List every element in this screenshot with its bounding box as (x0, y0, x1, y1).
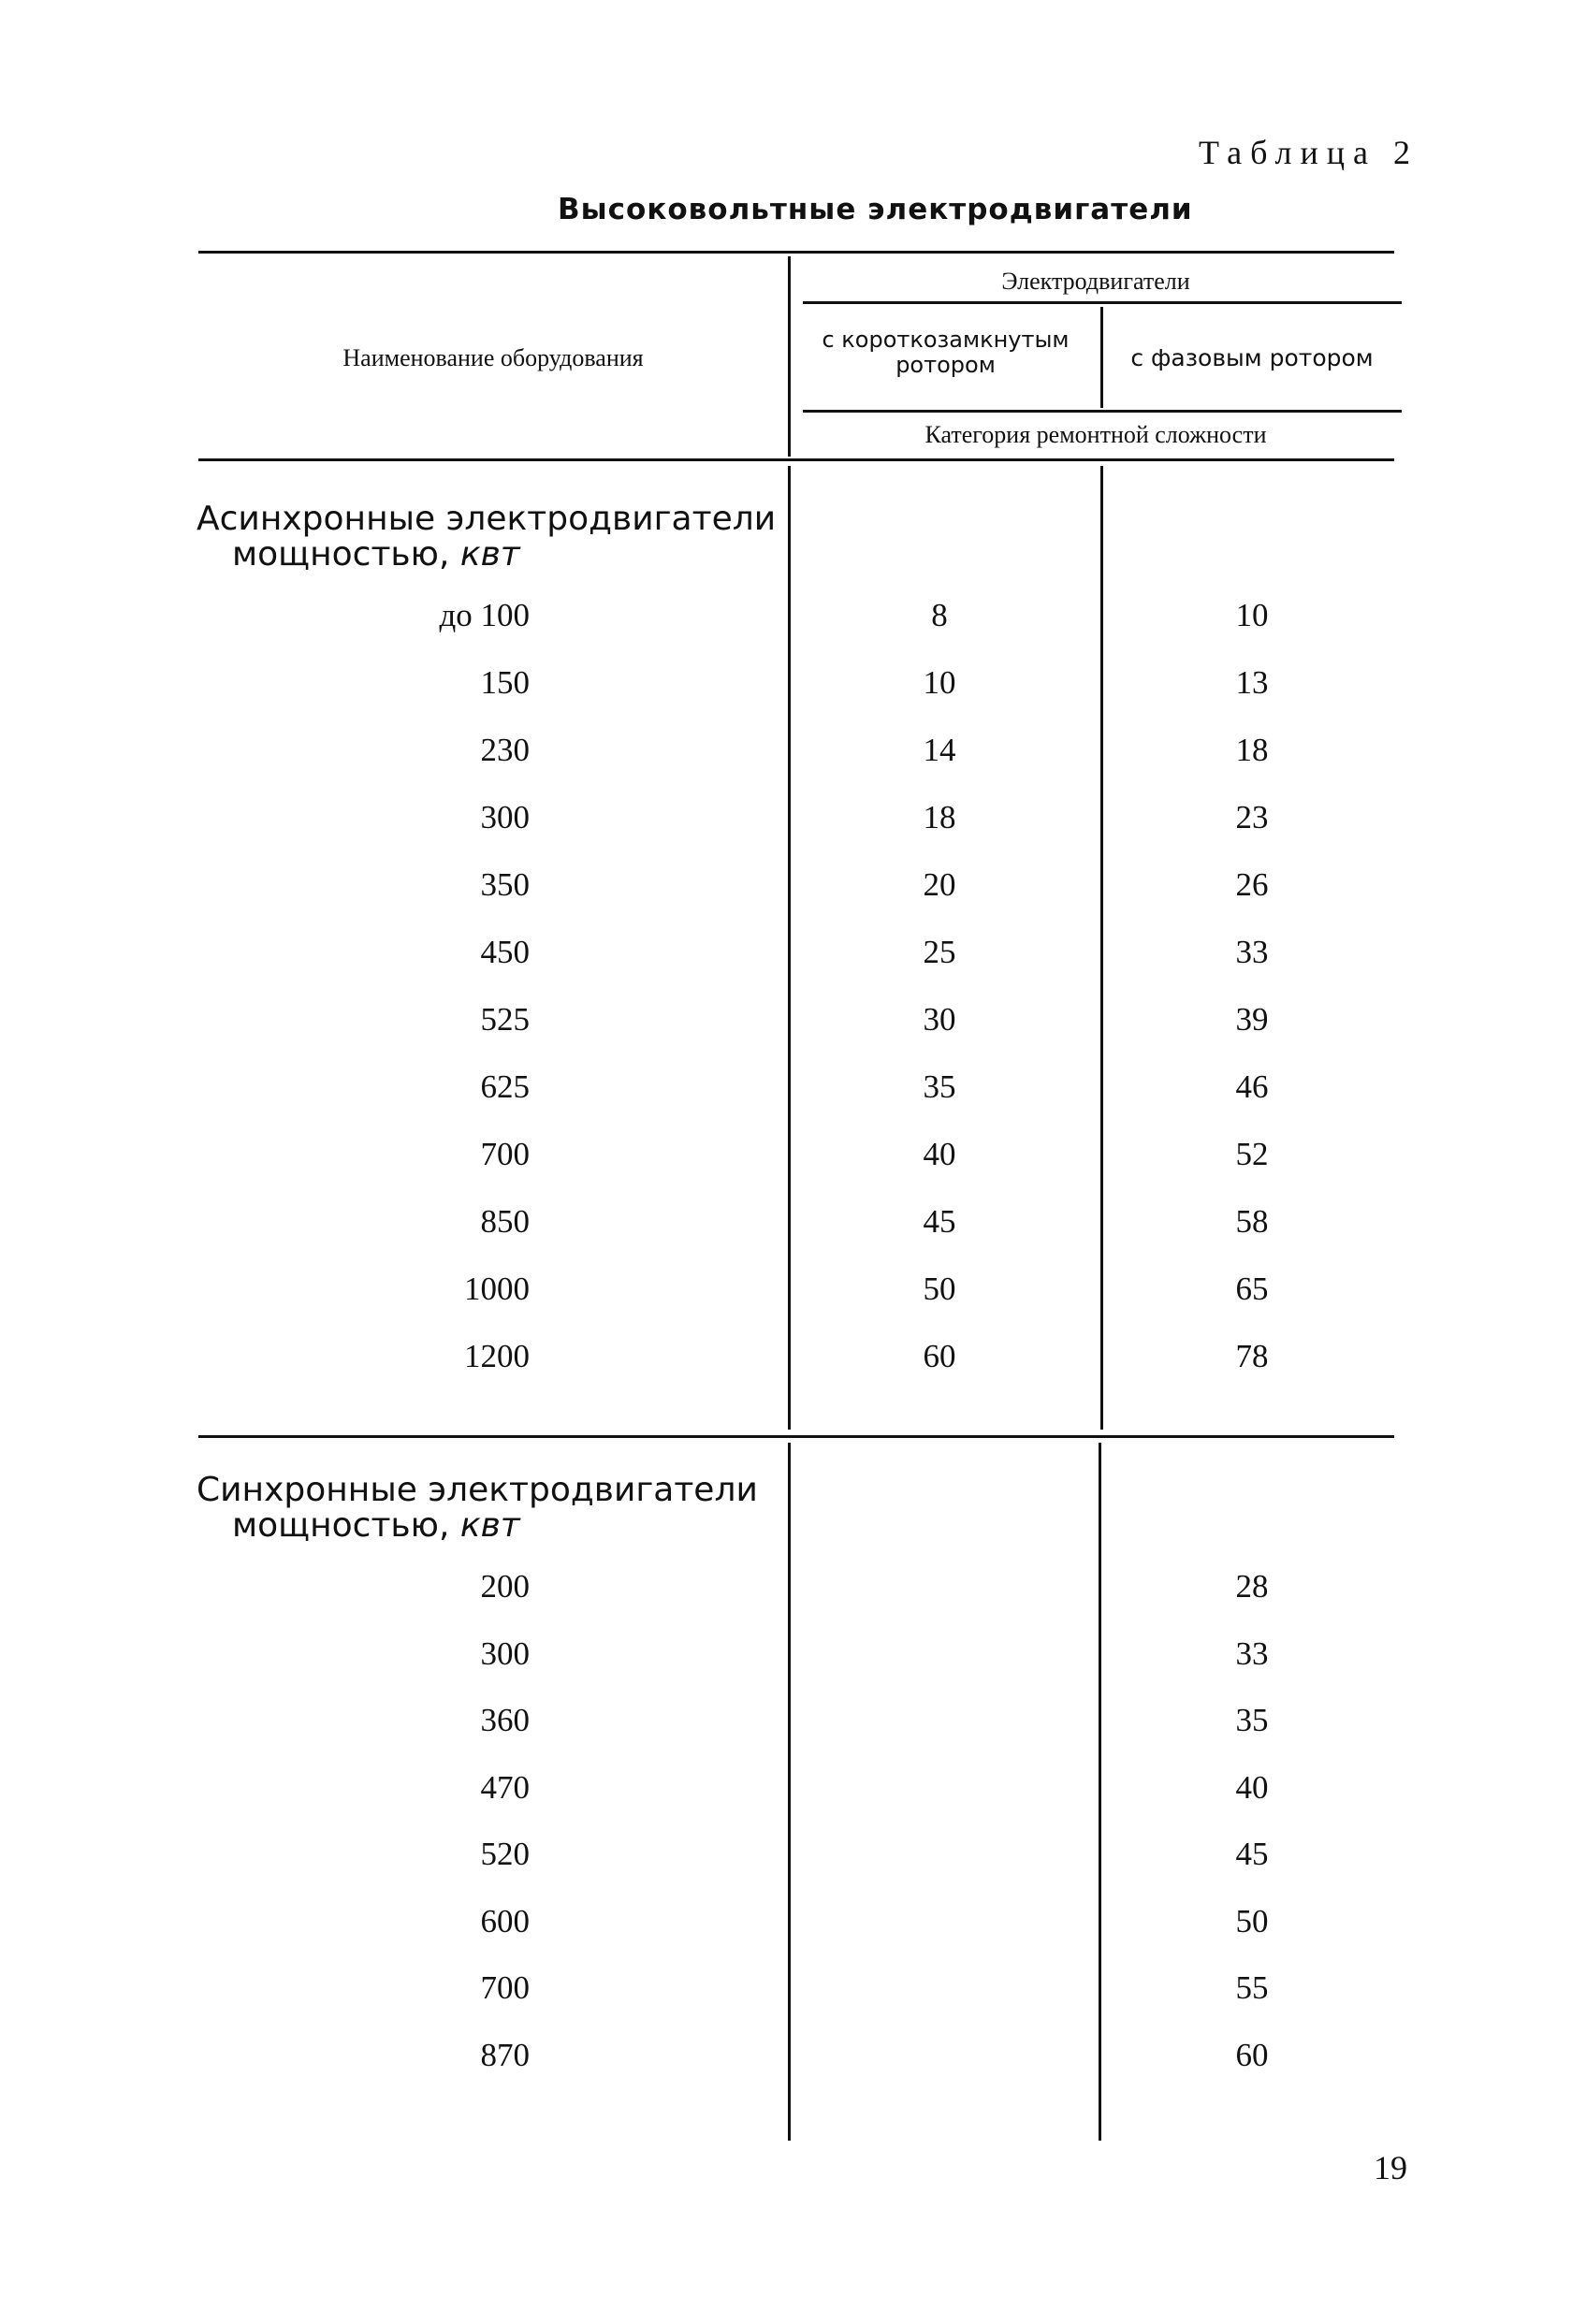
power-cell: 450 (480, 934, 530, 970)
power-cell: 230 (480, 732, 530, 768)
wound-rotor-category-cell: 35 (1235, 1702, 1269, 1738)
wound-rotor-category-cell: 50 (1235, 1902, 1269, 1939)
power-cell: 700 (480, 1136, 530, 1172)
page-number: 19 (1374, 2149, 1407, 2186)
power-cell: 360 (480, 1702, 530, 1738)
squirrel-cage-category-cell: 25 (923, 934, 956, 970)
section-title-async-unit: квт (459, 535, 520, 574)
section-title-sync (196, 1473, 758, 1544)
wound-rotor-category-cell: 28 (1235, 1568, 1269, 1605)
wound-rotor-category-cell: 46 (1235, 1068, 1269, 1105)
power-cell: 1000 (464, 1271, 530, 1307)
section-title-sync-unit: квт (459, 1506, 520, 1545)
wound-rotor-category-cell: 58 (1235, 1203, 1269, 1240)
squirrel-cage-category-cell: 60 (923, 1338, 956, 1374)
squirrel-cage-category-cell: 35 (923, 1068, 956, 1105)
squirrel-cage-category-cell: 10 (923, 664, 956, 701)
squirrel-cage-category-cell: 20 (923, 866, 956, 903)
wound-rotor-category-cell: 10 (1235, 597, 1269, 633)
power-cell: 850 (480, 1203, 530, 1240)
top-rule (198, 251, 1394, 254)
power-cell: 350 (480, 866, 530, 903)
wound-rotor-category-cell: 78 (1235, 1338, 1269, 1374)
subheader-rule (803, 410, 1402, 413)
group-rule (803, 301, 1402, 304)
power-cell: 200 (480, 1568, 530, 1605)
section-title-async-line1: Асинхронные электродвигатели (196, 500, 777, 538)
power-cell: 870 (480, 2036, 530, 2073)
power-cell: 300 (480, 1634, 530, 1672)
section-separator-rule (198, 1435, 1394, 1438)
power-cell: до 100 (439, 597, 530, 633)
section-title-async-power: мощностью, (232, 535, 450, 574)
power-cell: 625 (480, 1068, 530, 1105)
header-wound-rotor: с фазовым ротором (1130, 344, 1374, 371)
header-repair-category: Категория ремонтной сложности (924, 421, 1267, 448)
squirrel-cage-category-cell: 14 (923, 732, 956, 768)
wound-rotor-category-cell: 65 (1235, 1271, 1269, 1307)
body-divider-right-2 (1099, 1443, 1101, 2141)
section-title-sync-line1: Синхронные электродвигатели (196, 1471, 758, 1509)
section-title-async-line2 (196, 537, 776, 573)
wound-rotor-category-cell: 60 (1235, 2036, 1269, 2073)
body-divider-right-1 (1100, 466, 1103, 1430)
header-squirrel-cage (791, 327, 1100, 378)
header-squirrel-line1: с короткозамкнутым (822, 327, 1070, 353)
squirrel-cage-category-cell: 40 (923, 1136, 956, 1172)
wound-rotor-category-cell: 40 (1235, 1768, 1269, 1806)
squirrel-cage-category-cell: 45 (923, 1203, 956, 1240)
wound-rotor-category-cell: 45 (1235, 1836, 1269, 1872)
squirrel-cage-category-cell: 50 (923, 1271, 956, 1307)
wound-rotor-category-cell: 39 (1235, 1001, 1269, 1038)
power-cell: 1200 (464, 1338, 530, 1374)
header-bottom-rule (198, 458, 1394, 461)
power-cell: 600 (480, 1902, 530, 1939)
wound-rotor-category-cell: 18 (1235, 732, 1269, 768)
header-motors-group: Электродвигатели (1001, 268, 1190, 295)
header-squirrel-line2: ротором (895, 352, 996, 378)
wound-rotor-category-cell: 23 (1235, 799, 1269, 835)
squirrel-cage-category-cell: 18 (923, 799, 956, 835)
table-title: Высоковольтные электродвигатели (558, 193, 1193, 226)
table-label: Таблица 2 (1199, 134, 1419, 171)
squirrel-cage-category-cell: 8 (931, 597, 948, 633)
wound-rotor-category-cell: 55 (1235, 1969, 1269, 2006)
power-cell: 150 (480, 664, 530, 701)
power-cell: 525 (480, 1001, 530, 1038)
power-cell: 470 (480, 1768, 530, 1806)
wound-rotor-category-cell: 26 (1235, 866, 1269, 903)
wound-rotor-category-cell: 52 (1235, 1136, 1269, 1172)
power-cell: 520 (480, 1836, 530, 1872)
header-equipment-name: Наименование оборудования (342, 344, 644, 371)
wound-rotor-category-cell: 33 (1235, 934, 1269, 970)
section-title-sync-power: мощностью, (232, 1506, 450, 1545)
wound-rotor-category-cell: 13 (1235, 664, 1269, 701)
squirrel-cage-category-cell: 30 (923, 1001, 956, 1038)
section-title-async (196, 501, 776, 573)
wound-rotor-category-cell: 33 (1235, 1634, 1269, 1672)
body-divider-left-1 (788, 466, 791, 1430)
section-title-sync-line2 (196, 1508, 758, 1544)
body-divider-left-2 (788, 1443, 791, 2141)
power-cell: 300 (480, 799, 530, 835)
power-cell: 700 (480, 1969, 530, 2006)
